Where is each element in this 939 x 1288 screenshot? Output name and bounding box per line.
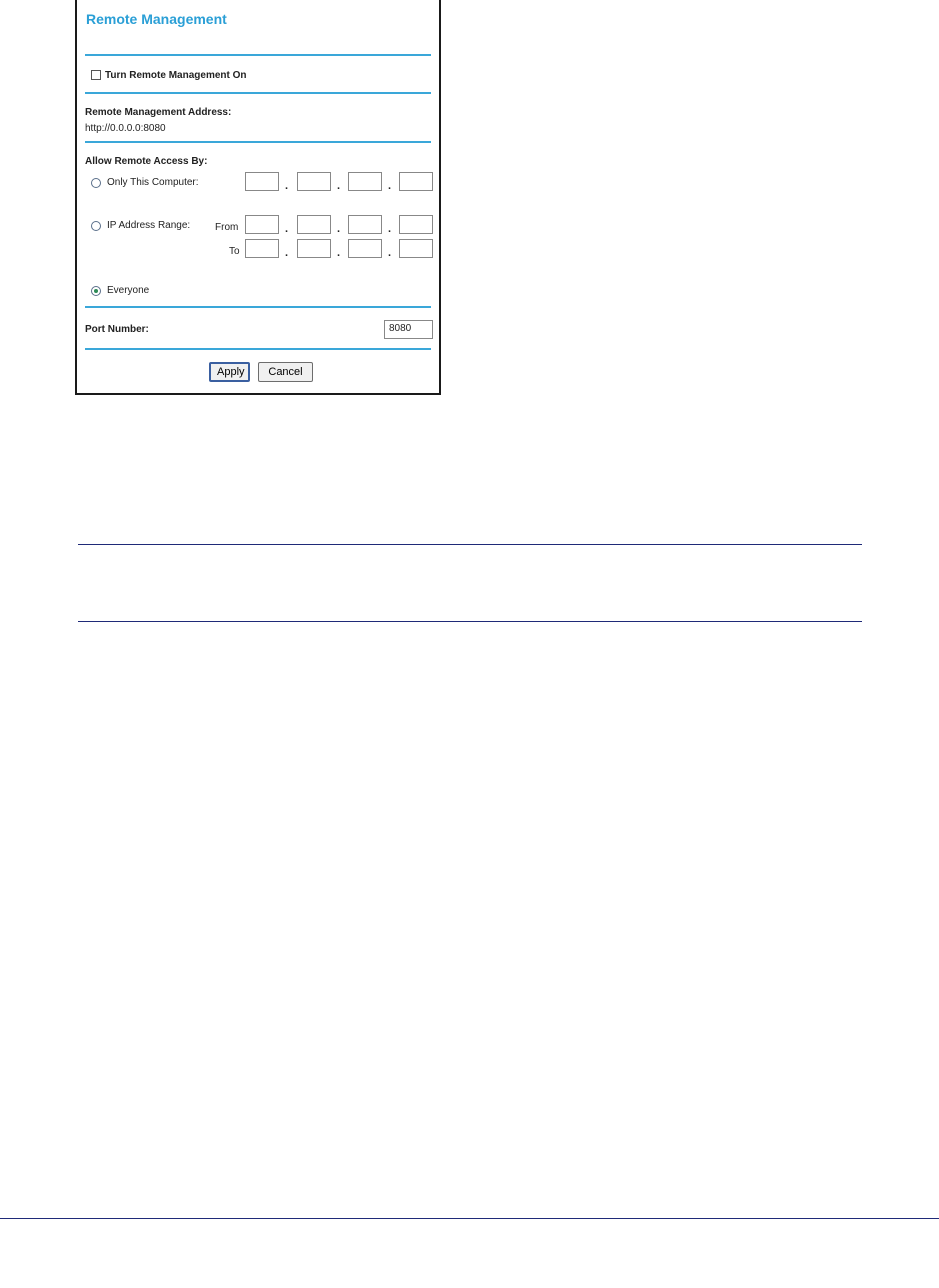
range-from-octet-2[interactable] xyxy=(297,215,331,234)
ip-range-label: IP Address Range: xyxy=(107,220,191,231)
only-this-computer-radio[interactable] xyxy=(91,178,101,188)
divider xyxy=(85,306,431,308)
apply-button[interactable]: Apply xyxy=(209,362,250,382)
to-label: To xyxy=(229,246,240,257)
panel-title: Remote Management xyxy=(86,11,227,27)
remote-address-value: http://0.0.0.0:8080 xyxy=(85,123,166,134)
ip-separator: . xyxy=(285,223,289,235)
only-computer-ip-octet-2[interactable] xyxy=(297,172,331,191)
remote-management-panel xyxy=(75,0,441,395)
turn-remote-management-label: Turn Remote Management On xyxy=(105,70,247,81)
range-from-octet-4[interactable] xyxy=(399,215,433,234)
range-to-octet-1[interactable] xyxy=(245,239,279,258)
only-this-computer-label: Only This Computer: xyxy=(107,177,199,188)
divider xyxy=(85,54,431,56)
document-divider-bottom xyxy=(78,621,862,622)
only-computer-ip-octet-4[interactable] xyxy=(399,172,433,191)
document-divider-top xyxy=(78,544,862,545)
page-footer-divider xyxy=(0,1218,939,1219)
ip-range-radio[interactable] xyxy=(91,221,101,231)
range-to-octet-2[interactable] xyxy=(297,239,331,258)
range-from-octet-1[interactable] xyxy=(245,215,279,234)
port-number-label: Port Number: xyxy=(85,324,149,335)
allow-access-label: Allow Remote Access By: xyxy=(85,156,208,167)
ip-separator: . xyxy=(388,223,392,235)
from-label: From xyxy=(215,222,239,233)
range-to-octet-3[interactable] xyxy=(348,239,382,258)
ip-separator: . xyxy=(285,247,289,259)
divider xyxy=(85,92,431,94)
ip-separator: . xyxy=(285,180,289,192)
ip-separator: . xyxy=(388,180,392,192)
ip-separator: . xyxy=(388,247,392,259)
divider xyxy=(85,141,431,143)
cancel-button[interactable]: Cancel xyxy=(258,362,313,382)
range-to-octet-4[interactable] xyxy=(399,239,433,258)
everyone-label: Everyone xyxy=(107,285,150,296)
range-from-octet-3[interactable] xyxy=(348,215,382,234)
divider xyxy=(85,348,431,350)
ip-separator: . xyxy=(337,223,341,235)
only-computer-ip-octet-1[interactable] xyxy=(245,172,279,191)
turn-remote-management-checkbox[interactable] xyxy=(91,70,101,80)
remote-address-label: Remote Management Address: xyxy=(85,107,232,118)
ip-separator: . xyxy=(337,247,341,259)
only-computer-ip-octet-3[interactable] xyxy=(348,172,382,191)
everyone-radio[interactable] xyxy=(91,286,101,296)
port-number-input[interactable]: 8080 xyxy=(384,320,433,339)
ip-separator: . xyxy=(337,180,341,192)
